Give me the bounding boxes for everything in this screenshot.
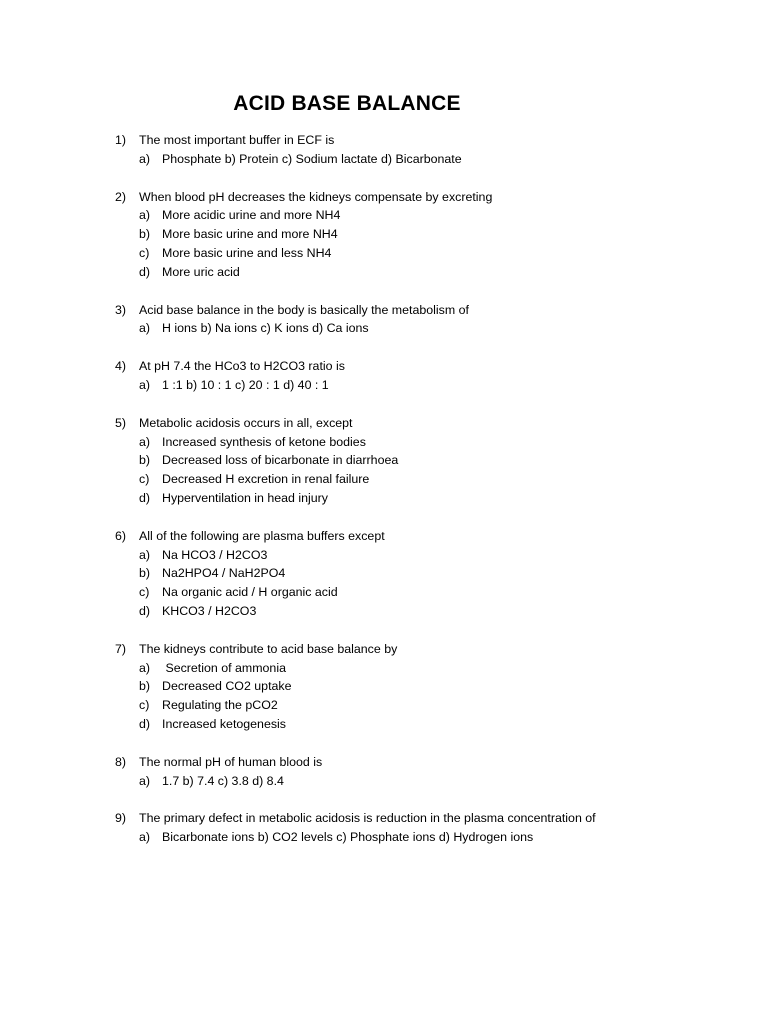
option-text: H ions b) Na ions c) K ions d) Ca ions [162,321,369,336]
question-text: All of the following are plasma buffers except [139,528,385,543]
question-item [115,809,735,847]
answer-option [115,470,735,489]
question-number: 1) [115,133,127,147]
option-letter: c) [139,245,150,260]
option-text: Secretion of ammonia [162,660,286,675]
answer-option [115,150,735,169]
question-stem [115,809,735,828]
answer-option [115,263,735,282]
option-text: Decreased CO2 uptake [162,679,292,694]
question-text: The primary defect in metabolic acidosis is reduction in the plasma concentration of [139,811,596,826]
question-stem [115,753,735,772]
answer-option [115,244,735,263]
question-text: The normal pH of human blood is [139,754,323,769]
option-letter: d) [139,490,151,505]
question-stem [115,301,735,320]
question-item [115,527,735,621]
question-item [115,753,735,791]
answer-option [115,564,735,583]
question-stem [115,414,735,433]
option-text: Na2HPO4 / NaH2PO4 [162,566,286,581]
option-letter: a) [139,660,151,675]
question-stem [115,188,735,207]
option-text: More acidic urine and more NH4 [162,208,341,223]
question-text: Metabolic acidosis occurs in all, except [139,415,353,430]
answer-option [115,546,735,565]
question-text: The kidneys contribute to acid base balance by [139,641,398,656]
option-text: 1 :1 b) 10 : 1 c) 20 : 1 d) 40 : 1 [162,377,329,392]
question-number: 4) [115,359,127,374]
question-stem [115,640,735,659]
question-number: 2) [115,189,127,204]
option-letter: a) [139,208,151,223]
answer-option [115,696,735,715]
question-number: 8) [115,754,127,769]
option-text: Hyperventilation in head injury [162,490,328,505]
answer-option [115,659,735,678]
answer-option [115,772,735,791]
option-text: More uric acid [162,264,240,279]
option-letter: c) [139,698,150,713]
option-letter: d) [139,603,151,618]
question-text: At pH 7.4 the HCo3 to H2CO3 ratio is [139,359,345,374]
option-letter: b) [139,227,151,242]
option-text: More basic urine and less NH4 [162,245,332,260]
question-text: The most important buffer in ECF is [139,133,335,147]
question-item [115,188,735,282]
answer-option [115,489,735,508]
option-letter: a) [139,434,151,449]
question-number: 6) [115,528,127,543]
question-item [115,301,735,339]
option-text: Na organic acid / H organic acid [162,585,338,600]
option-letter: d) [139,264,151,279]
option-letter: a) [139,377,151,392]
option-text: 1.7 b) 7.4 c) 3.8 d) 8.4 [162,773,284,788]
option-letter: b) [139,566,151,581]
option-letter: d) [139,716,151,731]
option-text: Decreased loss of bicarbonate in diarrhoea [162,453,399,468]
answer-option [115,828,735,847]
option-letter: a) [139,830,151,845]
option-letter: b) [139,453,151,468]
option-text: Increased synthesis of ketone bodies [162,434,366,449]
option-text: Phosphate b) Protein c) Sodium lactate d) Bicarbonate [162,151,462,166]
option-letter: a) [139,547,151,562]
option-letter: c) [139,472,150,487]
answer-option [115,225,735,244]
answer-option [115,602,735,621]
answer-option [115,206,735,225]
question-number: 7) [115,641,127,656]
option-letter: a) [139,773,151,788]
option-text: Na HCO3 / H2CO3 [162,547,268,562]
answer-option [115,319,735,338]
answer-option [115,433,735,452]
option-text: KHCO3 / H2CO3 [162,603,257,618]
option-letter: b) [139,679,151,694]
option-letter: c) [139,585,150,600]
answer-option [115,677,735,696]
option-text: Increased ketogenesis [162,716,286,731]
question-number: 9) [115,811,127,826]
option-text: Decreased H excretion in renal failure [162,472,370,487]
option-text: More basic urine and more NH4 [162,227,338,242]
document-title: ACID BASE BALANCE [233,92,461,115]
question-stem [115,527,735,546]
answer-option [115,451,735,470]
answer-option [115,715,735,734]
option-text: Regulating the pCO2 [162,698,278,713]
question-item [115,131,735,169]
question-item [115,414,735,508]
question-item [115,640,735,734]
option-letter: a) [139,151,151,166]
answer-option [115,583,735,602]
question-item [115,357,735,395]
question-text: Acid base balance in the body is basically the metabolism of [139,302,469,317]
question-number: 5) [115,415,127,430]
question-text: When blood pH decreases the kidneys compensate by excreting [139,189,493,204]
question-number: 3) [115,302,127,317]
question-stem [115,131,735,150]
option-letter: a) [139,321,151,336]
answer-option [115,376,735,395]
question-stem [115,357,735,376]
option-text: Bicarbonate ions b) CO2 levels c) Phosphate ions d) Hydrogen ions [162,830,534,845]
question-list [115,131,735,866]
